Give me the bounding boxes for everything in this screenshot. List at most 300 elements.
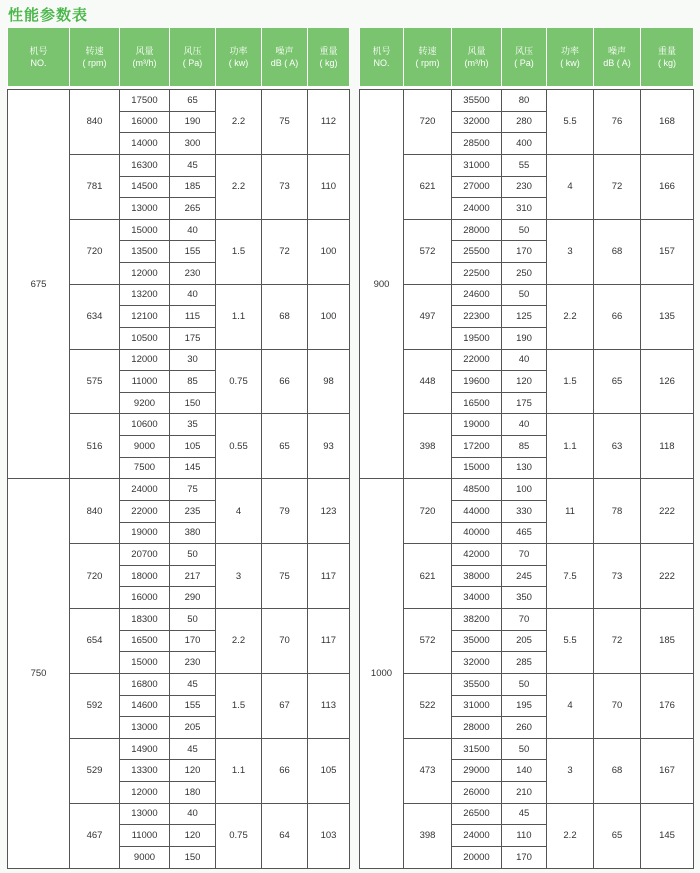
pressure-cell: 150 [170, 846, 216, 868]
weight-cell: 123 [308, 479, 350, 544]
pressure-cell: 50 [502, 738, 547, 760]
pressure-cell: 310 [502, 198, 547, 220]
airflow-cell: 13000 [120, 198, 170, 220]
noise-cell: 73 [594, 544, 641, 609]
airflow-cell: 26000 [452, 782, 502, 804]
noise-cell: 75 [262, 544, 308, 609]
header-row [8, 28, 350, 86]
noise-cell: 78 [594, 479, 641, 544]
pressure-cell: 105 [170, 436, 216, 458]
column-header [120, 28, 170, 86]
table-row [360, 349, 694, 371]
pressure-cell: 190 [502, 327, 547, 349]
power-cell: 1.5 [547, 349, 594, 414]
airflow-cell: 9000 [120, 846, 170, 868]
column-header [70, 28, 120, 86]
airflow-cell: 13500 [120, 241, 170, 263]
pressure-cell: 70 [502, 609, 547, 631]
column-header [262, 28, 308, 86]
pressure-cell: 45 [502, 803, 547, 825]
column-header-unit: ( rpm) [415, 58, 440, 68]
pressure-cell: 80 [502, 90, 547, 112]
column-header-cn: 转速 [85, 46, 104, 56]
pressure-cell: 70 [502, 544, 547, 566]
noise-cell: 68 [262, 284, 308, 349]
pressure-cell: 170 [502, 846, 547, 868]
model-no-cell: 1000 [360, 479, 404, 868]
column-header-cn: 机号 [29, 46, 48, 56]
power-cell: 1.1 [547, 414, 594, 479]
airflow-cell: 20700 [120, 544, 170, 566]
noise-cell: 66 [594, 284, 641, 349]
airflow-cell: 19000 [452, 414, 502, 436]
pressure-cell: 75 [170, 479, 216, 501]
weight-cell: 222 [641, 479, 694, 544]
airflow-cell: 22000 [120, 500, 170, 522]
weight-cell: 112 [308, 90, 350, 155]
table-row [360, 544, 694, 566]
column-header-cn: 风压 [514, 46, 533, 56]
power-cell: 0.75 [216, 349, 262, 414]
column-header [308, 28, 350, 86]
power-cell: 3 [216, 544, 262, 609]
pressure-cell: 40 [170, 284, 216, 306]
airflow-cell: 15000 [120, 652, 170, 674]
pressure-cell: 180 [170, 782, 216, 804]
airflow-cell: 28000 [452, 717, 502, 739]
airflow-cell: 13000 [120, 717, 170, 739]
weight-cell: 100 [308, 284, 350, 349]
pressure-cell: 55 [502, 154, 547, 176]
weight-cell: 100 [308, 219, 350, 284]
airflow-cell: 16800 [120, 673, 170, 695]
airflow-cell: 14600 [120, 695, 170, 717]
power-cell: 2.2 [547, 284, 594, 349]
noise-cell: 76 [594, 90, 641, 155]
weight-cell: 166 [641, 154, 694, 219]
airflow-cell: 15000 [452, 457, 502, 479]
airflow-cell: 10500 [120, 327, 170, 349]
column-header-unit: ( kg) [319, 58, 338, 68]
rpm-cell: 516 [70, 414, 120, 479]
noise-cell: 68 [594, 738, 641, 803]
pressure-cell: 115 [170, 306, 216, 328]
airflow-cell: 14900 [120, 738, 170, 760]
pressure-cell: 175 [502, 392, 547, 414]
pressure-cell: 230 [502, 176, 547, 198]
noise-cell: 64 [262, 803, 308, 868]
airflow-cell: 28500 [452, 133, 502, 155]
power-cell: 7.5 [547, 544, 594, 609]
airflow-cell: 24000 [452, 198, 502, 220]
airflow-cell: 22300 [452, 306, 502, 328]
rpm-cell: 529 [70, 738, 120, 803]
airflow-cell: 31000 [452, 154, 502, 176]
weight-cell: 117 [308, 544, 350, 609]
noise-cell: 70 [594, 673, 641, 738]
pressure-cell: 50 [502, 284, 547, 306]
header-row [360, 28, 694, 86]
column-header-cn: 重量 [657, 46, 676, 56]
weight-cell: 105 [308, 738, 350, 803]
table-row [360, 609, 694, 631]
airflow-cell: 19600 [452, 371, 502, 393]
rpm-cell: 572 [404, 219, 452, 284]
pressure-cell: 170 [170, 630, 216, 652]
noise-cell: 65 [594, 349, 641, 414]
power-cell: 1.5 [216, 219, 262, 284]
page-title: 性能参数表 [8, 7, 89, 24]
column-header-unit: dB ( A) [603, 58, 631, 68]
rpm-cell: 720 [70, 219, 120, 284]
noise-cell: 72 [262, 219, 308, 284]
airflow-cell: 17200 [452, 436, 502, 458]
pressure-cell: 85 [502, 436, 547, 458]
airflow-cell: 31000 [452, 695, 502, 717]
noise-cell: 66 [262, 738, 308, 803]
pressure-cell: 35 [170, 414, 216, 436]
power-cell: 4 [216, 479, 262, 544]
pressure-cell: 230 [170, 652, 216, 674]
column-header [641, 28, 694, 86]
column-header-unit: ( kw) [560, 58, 580, 68]
rpm-cell: 467 [70, 803, 120, 868]
airflow-cell: 35500 [452, 90, 502, 112]
power-cell: 1.5 [216, 673, 262, 738]
column-header-unit: ( kg) [658, 58, 676, 68]
airflow-cell: 35000 [452, 630, 502, 652]
pressure-cell: 45 [170, 673, 216, 695]
pressure-cell: 210 [502, 782, 547, 804]
rpm-cell: 473 [404, 738, 452, 803]
column-header-cn: 转速 [418, 46, 437, 56]
weight-cell: 185 [641, 609, 694, 674]
airflow-cell: 32000 [452, 111, 502, 133]
weight-cell: 113 [308, 673, 350, 738]
power-cell: 2.2 [216, 609, 262, 674]
airflow-cell: 11000 [120, 371, 170, 393]
power-cell: 5.5 [547, 609, 594, 674]
airflow-cell: 12000 [120, 349, 170, 371]
pressure-cell: 40 [502, 349, 547, 371]
airflow-cell: 14000 [120, 133, 170, 155]
airflow-cell: 24000 [452, 825, 502, 847]
weight-cell: 222 [641, 544, 694, 609]
pressure-cell: 185 [170, 176, 216, 198]
pressure-cell: 250 [502, 263, 547, 285]
column-header-unit: ( kw) [228, 58, 249, 68]
noise-cell: 70 [262, 609, 308, 674]
power-cell: 11 [547, 479, 594, 544]
pressure-cell: 205 [170, 717, 216, 739]
airflow-cell: 42000 [452, 544, 502, 566]
table-row [360, 803, 694, 825]
column-header-cn: 重量 [319, 46, 338, 56]
table-row [360, 738, 694, 760]
model-no-cell: 675 [8, 90, 70, 479]
airflow-cell: 16500 [452, 392, 502, 414]
airflow-cell: 24000 [120, 479, 170, 501]
noise-cell: 79 [262, 479, 308, 544]
column-header-cn: 功率 [229, 46, 248, 56]
column-header [8, 28, 70, 86]
airflow-cell: 12000 [120, 782, 170, 804]
pressure-cell: 30 [170, 349, 216, 371]
weight-cell: 118 [641, 414, 694, 479]
airflow-cell: 22500 [452, 263, 502, 285]
column-header [452, 28, 502, 86]
pressure-cell: 50 [170, 544, 216, 566]
power-cell: 4 [547, 154, 594, 219]
pressure-cell: 260 [502, 717, 547, 739]
noise-cell: 72 [594, 609, 641, 674]
airflow-cell: 11000 [120, 825, 170, 847]
noise-cell: 65 [594, 803, 641, 868]
rpm-cell: 621 [404, 544, 452, 609]
column-header [547, 28, 594, 86]
column-header-unit: ( rpm) [82, 58, 107, 68]
pressure-cell: 150 [170, 392, 216, 414]
column-header-cn: 噪声 [275, 46, 294, 56]
airflow-cell: 13300 [120, 760, 170, 782]
table-row [360, 154, 694, 176]
column-header-cn: 风量 [135, 46, 154, 56]
pressure-cell: 280 [502, 111, 547, 133]
pressure-cell: 125 [502, 306, 547, 328]
model-no-cell: 750 [8, 479, 70, 868]
weight-cell: 145 [641, 803, 694, 868]
column-header [170, 28, 216, 86]
weight-cell: 176 [641, 673, 694, 738]
airflow-cell: 44000 [452, 500, 502, 522]
column-header [216, 28, 262, 86]
rpm-cell: 840 [70, 90, 120, 155]
airflow-cell: 29000 [452, 760, 502, 782]
column-header-cn: 噪声 [607, 46, 626, 56]
weight-cell: 135 [641, 284, 694, 349]
rpm-cell: 398 [404, 414, 452, 479]
table-row [360, 414, 694, 436]
pressure-cell: 155 [170, 241, 216, 263]
pressure-cell: 45 [170, 738, 216, 760]
rpm-cell: 572 [404, 609, 452, 674]
pressure-cell: 130 [502, 457, 547, 479]
table-row [8, 90, 350, 112]
table-row [360, 284, 694, 306]
pressure-cell: 155 [170, 695, 216, 717]
airflow-cell: 12000 [120, 263, 170, 285]
rpm-cell: 781 [70, 154, 120, 219]
airflow-cell: 25500 [452, 241, 502, 263]
pressure-cell: 40 [170, 219, 216, 241]
rpm-cell: 720 [70, 544, 120, 609]
rpm-cell: 575 [70, 349, 120, 414]
airflow-cell: 38200 [452, 609, 502, 631]
pressure-cell: 50 [502, 219, 547, 241]
airflow-cell: 16000 [120, 587, 170, 609]
airflow-cell: 48500 [452, 479, 502, 501]
noise-cell: 68 [594, 219, 641, 284]
airflow-cell: 16500 [120, 630, 170, 652]
model-no-cell: 900 [360, 90, 404, 479]
airflow-cell: 13200 [120, 284, 170, 306]
table-row [360, 479, 694, 501]
pressure-cell: 300 [170, 133, 216, 155]
airflow-cell: 12100 [120, 306, 170, 328]
power-cell: 3 [547, 219, 594, 284]
performance-table-right [359, 28, 694, 869]
pressure-cell: 175 [170, 327, 216, 349]
airflow-cell: 34000 [452, 587, 502, 609]
column-header [404, 28, 452, 86]
pressure-cell: 400 [502, 133, 547, 155]
pressure-cell: 290 [170, 587, 216, 609]
pressure-cell: 145 [170, 457, 216, 479]
power-cell: 2.2 [547, 803, 594, 868]
rpm-cell: 448 [404, 349, 452, 414]
weight-cell: 110 [308, 154, 350, 219]
airflow-cell: 38000 [452, 565, 502, 587]
noise-cell: 75 [262, 90, 308, 155]
weight-cell: 157 [641, 219, 694, 284]
rpm-cell: 840 [70, 479, 120, 544]
table-row [8, 479, 350, 501]
column-header-cn: 机号 [372, 46, 391, 56]
rpm-cell: 621 [404, 154, 452, 219]
power-cell: 2.2 [216, 90, 262, 155]
airflow-cell: 20000 [452, 846, 502, 868]
pressure-cell: 40 [170, 803, 216, 825]
pressure-cell: 120 [502, 371, 547, 393]
column-header-unit: (m³/h) [132, 58, 157, 68]
table-row [360, 219, 694, 241]
airflow-cell: 15000 [120, 219, 170, 241]
weight-cell: 167 [641, 738, 694, 803]
airflow-cell: 9200 [120, 392, 170, 414]
airflow-cell: 16000 [120, 111, 170, 133]
noise-cell: 67 [262, 673, 308, 738]
pressure-cell: 245 [502, 565, 547, 587]
pressure-cell: 85 [170, 371, 216, 393]
pressure-cell: 465 [502, 522, 547, 544]
pressure-cell: 100 [502, 479, 547, 501]
airflow-cell: 26500 [452, 803, 502, 825]
airflow-cell: 27000 [452, 176, 502, 198]
power-cell: 2.2 [216, 154, 262, 219]
airflow-cell: 28000 [452, 219, 502, 241]
column-header-unit: dB ( A) [270, 58, 299, 68]
weight-cell: 93 [308, 414, 350, 479]
power-cell: 1.1 [216, 738, 262, 803]
rpm-cell: 654 [70, 609, 120, 674]
pressure-cell: 140 [502, 760, 547, 782]
airflow-cell: 35500 [452, 673, 502, 695]
rpm-cell: 497 [404, 284, 452, 349]
rpm-cell: 522 [404, 673, 452, 738]
table-row [360, 90, 694, 112]
column-header-unit: NO. [30, 58, 47, 68]
rpm-cell: 720 [404, 479, 452, 544]
airflow-cell: 19000 [120, 522, 170, 544]
column-header-unit: ( Pa) [514, 58, 534, 68]
power-cell: 0.55 [216, 414, 262, 479]
column-header-cn: 风量 [467, 46, 486, 56]
pressure-cell: 350 [502, 587, 547, 609]
column-header [360, 28, 404, 86]
rpm-cell: 592 [70, 673, 120, 738]
table-row [360, 673, 694, 695]
noise-cell: 63 [594, 414, 641, 479]
airflow-cell: 7500 [120, 457, 170, 479]
airflow-cell: 18000 [120, 565, 170, 587]
pressure-cell: 45 [170, 154, 216, 176]
power-cell: 4 [547, 673, 594, 738]
airflow-cell: 9000 [120, 436, 170, 458]
rpm-cell: 720 [404, 90, 452, 155]
pressure-cell: 330 [502, 500, 547, 522]
pressure-cell: 195 [502, 695, 547, 717]
pressure-cell: 285 [502, 652, 547, 674]
airflow-cell: 10600 [120, 414, 170, 436]
pressure-cell: 235 [170, 500, 216, 522]
power-cell: 3 [547, 738, 594, 803]
noise-cell: 73 [262, 154, 308, 219]
airflow-cell: 31500 [452, 738, 502, 760]
pressure-cell: 120 [170, 825, 216, 847]
column-header-cn: 风压 [183, 46, 202, 56]
pressure-cell: 110 [502, 825, 547, 847]
column-header-unit: ( Pa) [182, 58, 203, 68]
pressure-cell: 170 [502, 241, 547, 263]
weight-cell: 98 [308, 349, 350, 414]
weight-cell: 126 [641, 349, 694, 414]
airflow-cell: 13000 [120, 803, 170, 825]
pressure-cell: 265 [170, 198, 216, 220]
weight-cell: 168 [641, 90, 694, 155]
power-cell: 0.75 [216, 803, 262, 868]
pressure-cell: 205 [502, 630, 547, 652]
pressure-cell: 217 [170, 565, 216, 587]
column-header [502, 28, 547, 86]
airflow-cell: 14500 [120, 176, 170, 198]
pressure-cell: 40 [502, 414, 547, 436]
power-cell: 1.1 [216, 284, 262, 349]
noise-cell: 65 [262, 414, 308, 479]
column-header-unit: (m³/h) [464, 58, 489, 68]
pressure-cell: 65 [170, 90, 216, 112]
rpm-cell: 398 [404, 803, 452, 868]
rpm-cell: 634 [70, 284, 120, 349]
airflow-cell: 17500 [120, 90, 170, 112]
airflow-cell: 18300 [120, 609, 170, 631]
noise-cell: 66 [262, 349, 308, 414]
airflow-cell: 40000 [452, 522, 502, 544]
airflow-cell: 24600 [452, 284, 502, 306]
airflow-cell: 22000 [452, 349, 502, 371]
airflow-cell: 32000 [452, 652, 502, 674]
pressure-cell: 50 [170, 609, 216, 631]
weight-cell: 117 [308, 609, 350, 674]
power-cell: 5.5 [547, 90, 594, 155]
pressure-cell: 190 [170, 111, 216, 133]
pressure-cell: 50 [502, 673, 547, 695]
column-header-unit: NO. [373, 58, 390, 68]
pressure-cell: 120 [170, 760, 216, 782]
airflow-cell: 16300 [120, 154, 170, 176]
airflow-cell: 19500 [452, 327, 502, 349]
noise-cell: 72 [594, 154, 641, 219]
column-header-cn: 功率 [560, 46, 579, 56]
